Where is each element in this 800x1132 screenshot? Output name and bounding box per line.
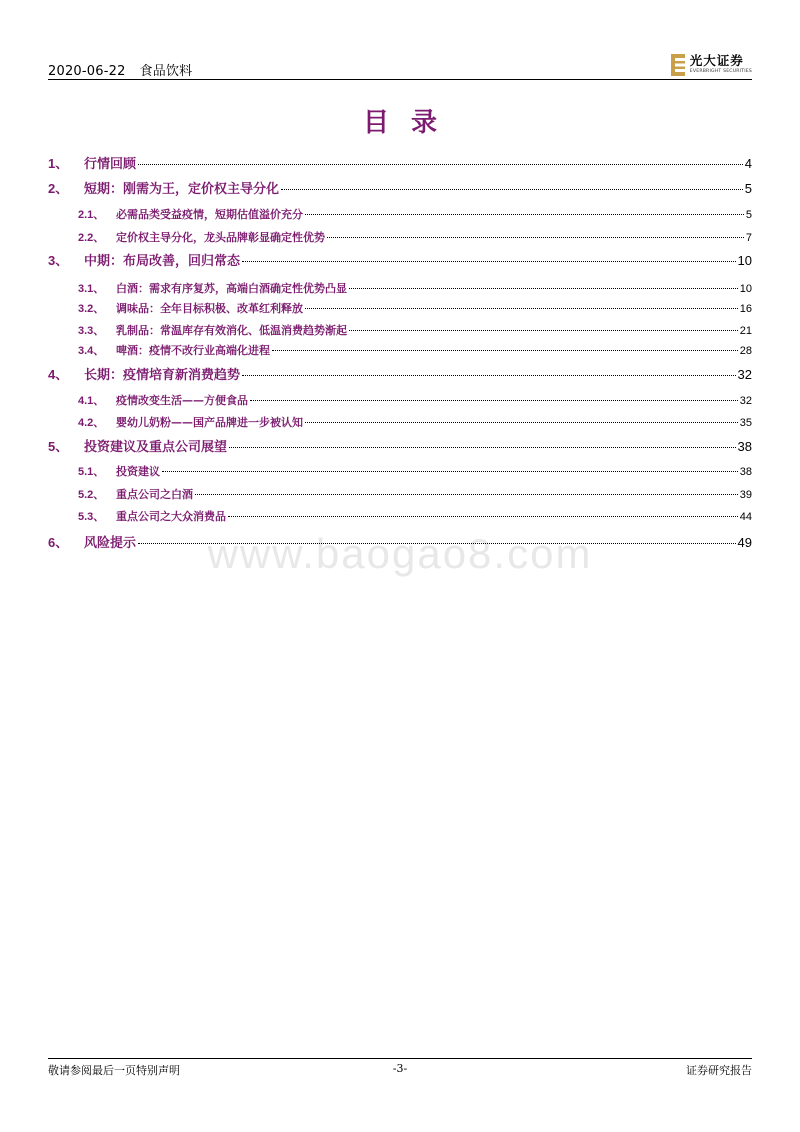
toc-entry-number: 3.1、 (78, 283, 105, 295)
toc-subsection[interactable] (48, 280, 752, 296)
report-date: 2020-06-22 (48, 64, 126, 79)
toc-dot-leader (305, 213, 744, 215)
toc-section[interactable] (48, 436, 752, 455)
toc-entry-title: 调味品：全年目标积极、改革红利释放 (116, 302, 303, 315)
toc-dot-leader (349, 329, 738, 331)
page-header (48, 52, 752, 78)
toc-subsection[interactable] (48, 463, 752, 479)
header-meta (48, 60, 192, 79)
toc-dot-leader (138, 542, 736, 544)
footer-disclaimer-note: 敬请参阅最后一页特别声明 (48, 1064, 180, 1077)
toc-entry-title: 重点公司之白酒 (116, 488, 193, 501)
toc-entry-title: 必需品类受益疫情，短期估值溢价充分 (116, 208, 303, 221)
toc-entry-page: 16 (739, 303, 752, 315)
toc-section[interactable] (48, 250, 752, 269)
toc-entry-title: 婴幼儿奶粉——国产品牌进一步被认知 (116, 416, 303, 429)
page-number: -3- (392, 1062, 408, 1075)
toc-entry-page: 35 (739, 417, 752, 429)
toc-entry-number: 3.3、 (78, 325, 105, 337)
toc-dot-leader (138, 163, 743, 165)
toc-entry-title: 中期：布局改善，回归常态 (84, 254, 241, 269)
toc-entry-title: 行情回顾 (84, 157, 137, 172)
toc-entry-number: 4.2、 (78, 417, 105, 429)
toc-entry-number: 3.2、 (78, 303, 105, 315)
toc-entry-title: 定价权主导分化，龙头品牌彰显确定性优势 (116, 231, 325, 244)
toc-entry-title: 投资建议及重点公司展望 (84, 440, 228, 455)
toc-entry-title: 长期：疫情培育新消费趋势 (84, 368, 241, 383)
toc-heading: 目录 (362, 108, 459, 138)
toc-entry-page: 10 (739, 283, 752, 295)
toc-subsection[interactable] (48, 414, 752, 430)
toc-entry-number: 3、 (48, 253, 69, 268)
toc-entry-number: 6、 (48, 535, 69, 550)
toc-entry-title: 风险提示 (84, 536, 137, 551)
everbright-logo-icon (671, 54, 685, 76)
toc-entry-page: 10 (737, 253, 752, 268)
toc-dot-leader (305, 307, 738, 309)
toc-entry-title: 投资建议 (116, 465, 160, 478)
toc-entry-number: 3.4、 (78, 345, 105, 357)
toc-subsection[interactable] (48, 229, 752, 245)
toc-entry-title: 重点公司之大众消费品 (116, 510, 226, 523)
toc-entry-number: 5.2、 (78, 489, 105, 501)
toc-dot-leader (272, 349, 738, 351)
toc-dot-leader (228, 515, 738, 517)
toc-entry-number: 4.1、 (78, 395, 105, 407)
toc-entry-title: 短期：刚需为王，定价权主导分化 (84, 182, 280, 197)
toc-entry-number: 2.1、 (78, 209, 105, 221)
toc-entry-number: 4、 (48, 367, 69, 382)
toc-entry-page: 49 (737, 535, 752, 550)
toc-entry-page: 39 (739, 489, 752, 501)
toc-dot-leader (229, 446, 736, 448)
toc-entry-page: 21 (739, 325, 752, 337)
toc-section[interactable] (48, 532, 752, 551)
toc-entry-number: 2.2、 (78, 232, 105, 244)
toc-section[interactable] (48, 153, 752, 172)
toc-entry-page: 44 (739, 511, 752, 523)
report-category: 食品饮料 (139, 64, 193, 79)
toc-entry-title: 白酒：需求有序复苏，高端白酒确定性优势凸显 (116, 282, 347, 295)
toc-entry-page: 38 (737, 439, 752, 454)
watermark: www.baogao8.com (207, 530, 593, 577)
toc-entry-page: 4 (744, 156, 752, 171)
toc-entry-page: 7 (745, 232, 752, 244)
toc-entry-page: 28 (739, 345, 752, 357)
toc-entry-number: 5.3、 (78, 511, 105, 523)
toc-entry-title: 乳制品：常温库存有效消化、低温消费趋势渐起 (116, 324, 347, 337)
toc-dot-leader (242, 260, 736, 262)
toc-dot-leader (349, 287, 738, 289)
toc-subsection[interactable] (48, 342, 752, 358)
logo-chinese-name: 光大证券 (689, 53, 744, 69)
toc-subsection[interactable] (48, 300, 752, 316)
toc-dot-leader (242, 374, 736, 376)
toc-entry-number: 2、 (48, 181, 69, 196)
toc-entry-page: 38 (739, 466, 752, 478)
everbright-logo (671, 52, 752, 78)
toc-entry-number: 5.1、 (78, 466, 105, 478)
footer-report-type: 证券研究报告 (686, 1064, 752, 1077)
toc-entry-title: 啤酒：疫情不改行业高端化进程 (116, 344, 270, 357)
header-divider (48, 79, 752, 80)
toc-subsection[interactable] (48, 392, 752, 408)
toc-entry-number: 5、 (48, 439, 69, 454)
toc-entry-page: 32 (739, 395, 752, 407)
footer-divider (48, 1058, 752, 1059)
toc-dot-leader (327, 236, 744, 238)
toc-dot-leader (305, 421, 738, 423)
toc-subsection[interactable] (48, 508, 752, 524)
toc-entry-page: 32 (737, 367, 752, 382)
toc-entry-page: 5 (744, 181, 752, 196)
toc-dot-leader (162, 470, 738, 472)
toc-subsection[interactable] (48, 322, 752, 338)
toc-subsection[interactable] (48, 486, 752, 502)
toc-dot-leader (281, 188, 743, 190)
toc-section[interactable] (48, 364, 752, 383)
logo-english-name: EVERBRIGHT SECURITIES (689, 68, 752, 74)
toc-entry-page: 5 (745, 209, 752, 221)
toc-section[interactable] (48, 178, 752, 197)
toc-dot-leader (195, 493, 738, 495)
toc-entry-title: 疫情改变生活——方便食品 (116, 394, 248, 407)
toc-dot-leader (250, 399, 738, 401)
toc-subsection[interactable] (48, 206, 752, 222)
toc-entry-number: 1、 (48, 156, 69, 171)
